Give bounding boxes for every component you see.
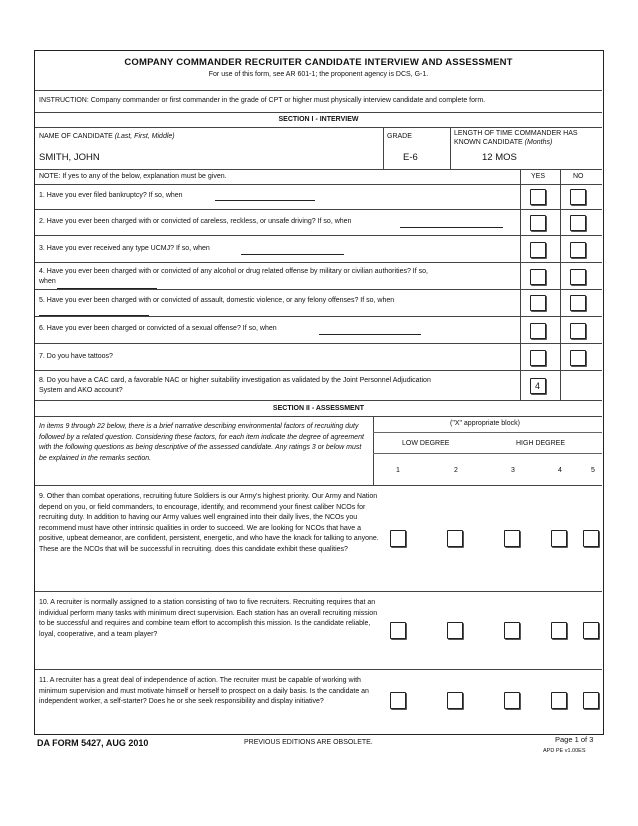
yes-checkbox[interactable] [530,323,546,339]
no-checkbox[interactable] [570,350,586,366]
question-line1: 8. Do you have a CAC card, a favorable NAC or higher suitability investigation as validated by the Joint Personnel Adjudication [39,377,431,384]
divider [520,290,521,316]
assessment-item-text: 9. Other than combat operations, recruiting future Soldiers is our Army's highest priority. Our Army and Nation depend on you, or field commanders, to encourage, identify, and recommend your finest caliber NCOs for recruiting duty. In addition to having our Army values well engrained into their daily lives, the NCOs you recommend must have other intrinsic qualities in order to succeed. We are looking for NCOs that have a positive, upbeat demeanor, are confident, persistent, energetic, and who have the knack for talking to anyone. These are the NCOs that will be successful in recruiting. does this candidate exhibit these qualities? [39,493,379,553]
question-line2: System and AKO account? [39,386,123,394]
divider [373,453,602,454]
question-row [35,185,602,210]
name-label-hint: (Last, First, Middle) [114,133,175,140]
rating-4-checkbox[interactable] [551,622,567,639]
rating-4-checkbox[interactable] [551,692,567,709]
rating-1-checkbox[interactable] [390,530,406,547]
rating-2-checkbox[interactable] [447,622,463,639]
rating-1-checkbox[interactable] [390,692,406,709]
divider [520,210,521,235]
question-text [39,267,428,286]
no-checkbox[interactable] [570,295,586,311]
section2-title: SECTION II - ASSESSMENT [272,405,365,412]
divider [450,128,451,169]
rating-5-checkbox[interactable] [583,530,599,547]
instruction-text: INSTRUCTION: Company commander or first commander in the grade of CPT or higher must physically interview candidate and complete form. [39,97,486,104]
assessment-intro-row [35,417,602,486]
candidate-info-row [35,128,602,170]
divider [373,417,374,485]
no-checkbox[interactable] [570,242,586,258]
obsolete-notice: PREVIOUS EDITIONS ARE OBSOLETE. [244,739,373,746]
form-subtitle: For use of this form, see AR 601-1; the proponent agency is DCS, G-1. [208,71,429,78]
divider [560,210,561,235]
high-degree-label: HIGH DEGREE [516,440,566,447]
divider [560,290,561,316]
question-text: 1. Have you ever filed bankruptcy? If so, when [39,192,183,199]
grade-field[interactable]: E-6 [403,152,418,163]
length-label-hint: (Months) [524,138,553,146]
form-title: COMPANY COMMANDER RECRUITER CANDIDATE INTERVIEW AND ASSESSMENT [124,57,513,68]
divider [520,344,521,370]
question-row [35,317,602,344]
instruction-row [35,91,602,113]
yes-checkbox[interactable] [530,215,546,231]
rating-2-checkbox[interactable] [447,530,463,547]
length-label [454,130,578,147]
rating-5-checkbox[interactable] [583,692,599,709]
when-line[interactable] [241,254,344,255]
no-checkbox[interactable] [570,323,586,339]
no-checkbox[interactable] [570,215,586,231]
when-line[interactable] [319,334,421,335]
note-row [35,170,602,185]
question-text: 3. Have you ever received any type UCMJ? If so, when [39,245,210,252]
length-label-line2: KNOWN CANDIDATE [454,138,523,146]
divider [560,317,561,343]
rating-4-checkbox[interactable] [551,530,567,547]
form-page [34,50,604,735]
question-row [35,236,602,263]
length-field[interactable]: 12 MOS [482,152,517,163]
question-text: 6. Have you ever been charged or convicted of a sexual offense? If so, when [39,325,277,332]
form-version: APD PE v1.00ES [543,748,586,754]
rating-2-checkbox[interactable] [447,692,463,709]
question-row [35,344,602,371]
assessment-item [35,592,602,670]
question-line1: 4. Have you ever been charged with or convicted of any alcohol or drug related offense by military or civilian authorities? If so, [39,268,428,275]
when-line[interactable] [57,288,157,289]
no-checkbox[interactable] [570,189,586,205]
scale-2: 2 [454,467,458,474]
yes-checkbox[interactable] [530,189,546,205]
length-label-line1: LENGTH OF TIME COMMANDER HAS [454,130,578,137]
divider [520,185,521,209]
question-line2: when [39,277,56,285]
form-id: DA FORM 5427, AUG 2010 [37,738,149,748]
checkbox-value: 4 [535,381,541,391]
scale-1: 1 [396,467,400,474]
question-text [39,376,431,395]
page-number: Page 1 of 3 [555,735,594,744]
yes-checkbox[interactable] [530,295,546,311]
note-text: NOTE: If yes to any of the below, explanation must be given. [39,173,227,180]
grade-label: GRADE [387,133,412,140]
divider [520,371,521,400]
divider [560,344,561,370]
low-degree-label: LOW DEGREE [402,440,450,447]
section1-header [35,113,602,128]
divider [560,371,561,400]
question-row [35,290,602,317]
section1-title: SECTION I - INTERVIEW [278,116,359,123]
form-header [35,51,602,91]
when-line[interactable] [215,200,315,201]
rating-3-checkbox[interactable] [504,622,520,639]
scale-5: 5 [591,467,595,474]
assessment-item [35,486,602,592]
yes-checkbox[interactable] [530,242,546,258]
divider [520,317,521,343]
question-text: 7. Do you have tattoos? [39,353,113,360]
question-row [35,371,602,401]
divider [560,185,561,209]
question-text: 2. Have you ever been charged with or convicted of careless, reckless, or unsafe driving? If so, when [39,218,352,225]
divider [383,128,384,169]
yes-checkbox[interactable] [530,350,546,366]
question-row [35,210,602,236]
rating-5-checkbox[interactable] [583,622,599,639]
section2-header [35,401,602,417]
when-line[interactable] [400,227,503,228]
mark-hint: ("X" appropriate block) [450,420,520,427]
name-label-text: NAME OF CANDIDATE [39,133,113,140]
when-line[interactable] [39,315,149,316]
assessment-item-text: 11. A recruiter has a great deal of independence of action. The recruiter must be capable of working with minimum supervision and must motivate himself or herself to prospect on a daily basis. Is the candidate an independent worker, a self-starter? Does he or she seek responsibility and display initiative? [39,677,369,705]
question-text: 5. Have you ever been charged with or convicted of assault, domestic violence, or any felony offenses? If so, when [39,297,395,304]
divider [373,432,602,433]
divider [560,236,561,262]
divider [520,170,521,184]
divider [520,263,521,289]
yes-checkbox[interactable] [530,269,546,285]
no-checkbox[interactable] [570,269,586,285]
assessment-intro: In items 9 through 22 below, there is a brief narrative describing environmental factors of recruiting duty followed by a related question. Considering these factors, for each item indicate the degree of agreement with the following questions as being descriptive of the assessed candidate. Any ratings 3 or below must be explained in the remarks section. [39,423,364,462]
rating-1-checkbox[interactable] [390,622,406,639]
divider [560,170,561,184]
rating-3-checkbox[interactable] [504,692,520,709]
scale-4: 4 [558,467,562,474]
divider [560,263,561,289]
name-field[interactable]: SMITH, JOHN [39,152,100,163]
scale-3: 3 [511,467,515,474]
name-label [39,133,175,140]
no-header: NO [573,173,584,180]
assessment-item-text: 10. A recruiter is normally assigned to a station consisting of two to five recruiters. Recruiting requires that an individual perform many tasks with minimum direct supervision. Each station has an overall recruiting mission to be successful and requires and combine team effort to accomplish this mission. Is the candidate reliable, loyal, cooperative, and a team player? [39,599,378,638]
divider [520,236,521,262]
yes-checkbox[interactable] [530,378,546,394]
question-row [35,263,602,290]
yes-header: YES [531,173,546,180]
assessment-item [35,670,602,734]
rating-3-checkbox[interactable] [504,530,520,547]
